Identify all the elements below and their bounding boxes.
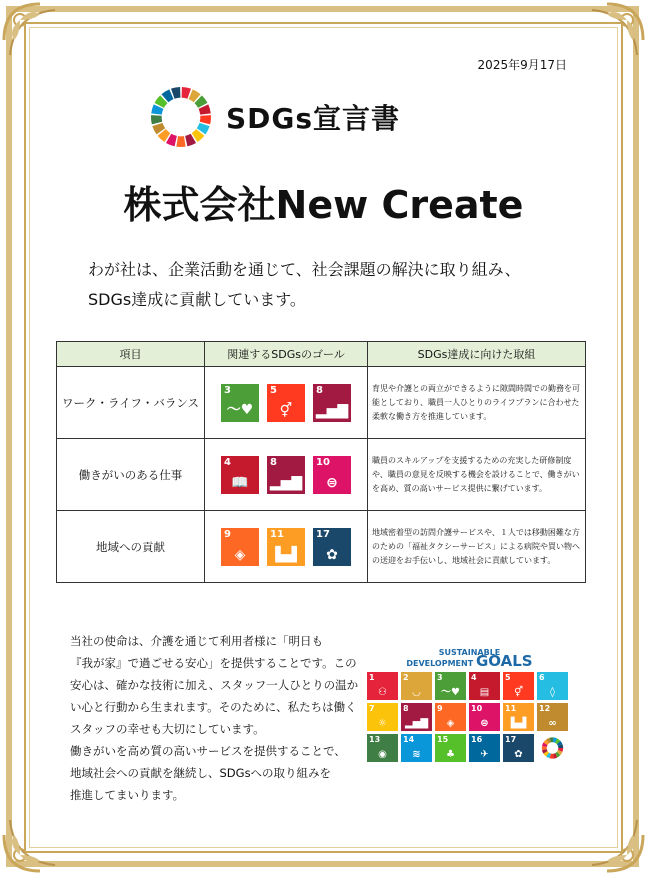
sdg-logo-tile bbox=[537, 734, 568, 762]
sdg-goals-board bbox=[367, 648, 572, 762]
partnership-icon: ✿ bbox=[514, 749, 523, 760]
row-item-label: 地域への貢献 bbox=[57, 511, 205, 583]
gender-icon: ⚥ bbox=[513, 687, 524, 698]
declaration-title: SDGs宣言書 bbox=[226, 102, 401, 135]
board-line: SUSTAINABLE bbox=[438, 648, 501, 657]
sdg-tile-12 bbox=[537, 703, 568, 731]
infinity-icon: ∞ bbox=[548, 718, 557, 729]
goal-number: 8 bbox=[270, 456, 277, 468]
sdg-tile-7 bbox=[367, 703, 398, 731]
poverty-icon: ⚇ bbox=[378, 687, 387, 698]
column-header-item: 項目 bbox=[57, 342, 205, 367]
ornament-corner-icon bbox=[0, 0, 70, 70]
sdg-tile-4 bbox=[469, 672, 500, 700]
sdg-tile-11 bbox=[503, 703, 534, 731]
table-header-row bbox=[57, 342, 586, 367]
growth-chart-icon: ▂▅▇ bbox=[315, 402, 349, 419]
wheel-segment bbox=[200, 115, 211, 124]
book-icon: 📖 bbox=[231, 474, 249, 491]
goal-number: 17 bbox=[316, 528, 330, 540]
sdg-tile-3 bbox=[435, 672, 466, 700]
lead-statement bbox=[88, 255, 521, 315]
sdg-goal-3-heartbeat-icon bbox=[221, 384, 259, 422]
mission-line: い心と行動から生まれます。そのために、私たちは働く bbox=[70, 700, 357, 714]
gender-icon: ⚥ bbox=[279, 402, 293, 419]
bowl-icon: ◡ bbox=[412, 687, 421, 698]
growth-chart-icon: ▂▅▇ bbox=[269, 474, 303, 491]
sdg-goal-17-partnership-icon bbox=[313, 528, 351, 566]
growth-chart-icon: ▂▅▇ bbox=[404, 718, 429, 729]
mission-statement bbox=[70, 630, 360, 806]
tile-number: 11 bbox=[505, 704, 517, 713]
row-item-label: 働きがいのある仕事 bbox=[57, 439, 205, 511]
sdg-tile-15 bbox=[435, 734, 466, 762]
sun-icon: ☼ bbox=[378, 718, 387, 729]
heartbeat-icon: ～♥ bbox=[441, 687, 460, 698]
mission-line: 安心は、確かな技術に加え、スタッフ一人ひとりの温か bbox=[70, 678, 359, 692]
sdg-tile-17 bbox=[503, 734, 534, 762]
tile-number: 1 bbox=[369, 673, 375, 682]
lead-line: SDGs達成に貢献しています。 bbox=[88, 290, 306, 309]
tile-number: 2 bbox=[403, 673, 409, 682]
row-item-label: ワーク・ライフ・バランス bbox=[57, 367, 205, 439]
ornament-corner-icon bbox=[577, 805, 647, 875]
goal-number: 11 bbox=[270, 528, 284, 540]
sdg-tile-13 bbox=[367, 734, 398, 762]
equality-icon: ⊜ bbox=[480, 718, 489, 729]
row-goal-icons bbox=[205, 367, 368, 439]
row-initiative-text: 職員のスキルアップを支援するための充実した研修制度や、職員の意見を反映する機会を設けることで、働きがいを高め、質の高いサービス提供に繋げています。 bbox=[368, 439, 586, 511]
tile-number: 16 bbox=[471, 735, 483, 744]
ornament-corner-icon bbox=[0, 805, 70, 875]
tile-number: 3 bbox=[437, 673, 443, 682]
sdg-tile-1 bbox=[367, 672, 398, 700]
sdg-wheel-icon bbox=[150, 86, 212, 148]
goal-number: 4 bbox=[224, 456, 231, 468]
ornament-corner-icon bbox=[577, 0, 647, 70]
sdg-goal-9-cubes-icon bbox=[221, 528, 259, 566]
book-icon: ▤ bbox=[479, 687, 490, 698]
row-goal-icons bbox=[205, 439, 368, 511]
sdg-board-header bbox=[367, 648, 572, 668]
table-row bbox=[57, 511, 586, 583]
mission-line: 当社の使命は、介護を通じて利用者様に「明日も bbox=[70, 634, 323, 648]
row-goal-icons bbox=[205, 511, 368, 583]
heartbeat-icon: ～♥ bbox=[226, 401, 254, 418]
board-line: DEVELOPMENT bbox=[406, 659, 474, 668]
mission-line: 働きがいを高め質の高いサービスを提供することで、 bbox=[70, 744, 346, 758]
goal-number: 10 bbox=[316, 456, 330, 468]
tree-icon: ♣ bbox=[446, 749, 455, 760]
tile-number: 15 bbox=[437, 735, 449, 744]
cubes-icon: ◈ bbox=[446, 718, 455, 729]
tile-number: 6 bbox=[539, 673, 545, 682]
column-header-initiatives: SDGs達成に向けた取組 bbox=[368, 342, 586, 367]
sdg-tile-grid bbox=[367, 672, 572, 762]
sdg-wheel-icon bbox=[537, 734, 568, 762]
equality-icon: ⊜ bbox=[326, 474, 338, 491]
tile-number: 8 bbox=[403, 704, 409, 713]
mission-line: 地域社会への貢献を継続し、SDGsへの取り組みを bbox=[70, 766, 332, 780]
wheel-segment bbox=[151, 115, 162, 124]
sdg-tile-10 bbox=[469, 703, 500, 731]
water-icon: ◊ bbox=[550, 687, 555, 698]
tile-number: 5 bbox=[505, 673, 511, 682]
sdg-goal-4-book-icon bbox=[221, 456, 259, 494]
table-row bbox=[57, 367, 586, 439]
column-header-goals: 関連するSDGsのゴール bbox=[205, 342, 368, 367]
dove-icon: ✈ bbox=[480, 749, 489, 760]
mission-line: 推進してまいります。 bbox=[70, 788, 185, 802]
sdg-tile-8 bbox=[401, 703, 432, 731]
mission-line: スタッフの幸せも大切にしています。 bbox=[70, 722, 265, 736]
sdg-goal-8-growth-chart-icon bbox=[267, 456, 305, 494]
goal-number: 5 bbox=[270, 384, 277, 396]
sdg-goal-10-equality-icon bbox=[313, 456, 351, 494]
row-initiative-text: 育児や介護との両立ができるように隙間時間での勤務を可能としており、職員一人ひとりのライフプランに合わせた柔軟な働き方を推進しています。 bbox=[368, 367, 586, 439]
mission-line: 『我が家』で過ごせる安心」を提供することです。この bbox=[70, 656, 357, 670]
company-name: 株式会社New Create bbox=[123, 183, 524, 227]
sdg-tile-14 bbox=[401, 734, 432, 762]
sdg-tile-16 bbox=[469, 734, 500, 762]
tile-number: 7 bbox=[369, 704, 375, 713]
board-goals-word: GOALS bbox=[475, 652, 533, 670]
sdg-tile-2 bbox=[401, 672, 432, 700]
row-initiative-text: 地域密着型の訪問介護サービスや、１人では移動困難な方のための「福祉タクシーサービス」による病院や買い物への送迎をお手伝いし、地域社会に貢献しています。 bbox=[368, 511, 586, 583]
tile-number: 9 bbox=[437, 704, 443, 713]
table-row bbox=[57, 439, 586, 511]
issue-date: 2025年9月17日 bbox=[477, 58, 567, 72]
sdg-goal-11-city-icon bbox=[267, 528, 305, 566]
tile-number: 13 bbox=[369, 735, 381, 744]
tile-number: 14 bbox=[403, 735, 415, 744]
tile-number: 4 bbox=[471, 673, 477, 682]
sdg-goal-5-gender-icon bbox=[267, 384, 305, 422]
goal-number: 9 bbox=[224, 528, 231, 540]
city-icon: ▙▟ bbox=[510, 718, 527, 729]
lead-line: わが社は、企業活動を通じて、社会課題の解決に取り組み、 bbox=[88, 260, 521, 279]
tile-number: 12 bbox=[539, 704, 551, 713]
sdg-tile-5 bbox=[503, 672, 534, 700]
tile-number: 17 bbox=[505, 735, 517, 744]
tile-number: 10 bbox=[471, 704, 483, 713]
goal-number: 3 bbox=[224, 384, 231, 396]
fish-icon: ≋ bbox=[412, 749, 421, 760]
eye-globe-icon: ◉ bbox=[378, 749, 387, 760]
declaration-header bbox=[150, 86, 400, 148]
partnership-icon: ✿ bbox=[326, 546, 338, 563]
cubes-icon: ◈ bbox=[234, 546, 246, 563]
wheel-segment bbox=[176, 136, 185, 147]
sdg-tile-6 bbox=[537, 672, 568, 700]
city-icon: ▙▟ bbox=[275, 546, 297, 563]
sdg-goals-table bbox=[56, 341, 586, 583]
sdg-goal-8-growth-chart-icon bbox=[313, 384, 351, 422]
sdg-tile-9 bbox=[435, 703, 466, 731]
goal-number: 8 bbox=[316, 384, 323, 396]
